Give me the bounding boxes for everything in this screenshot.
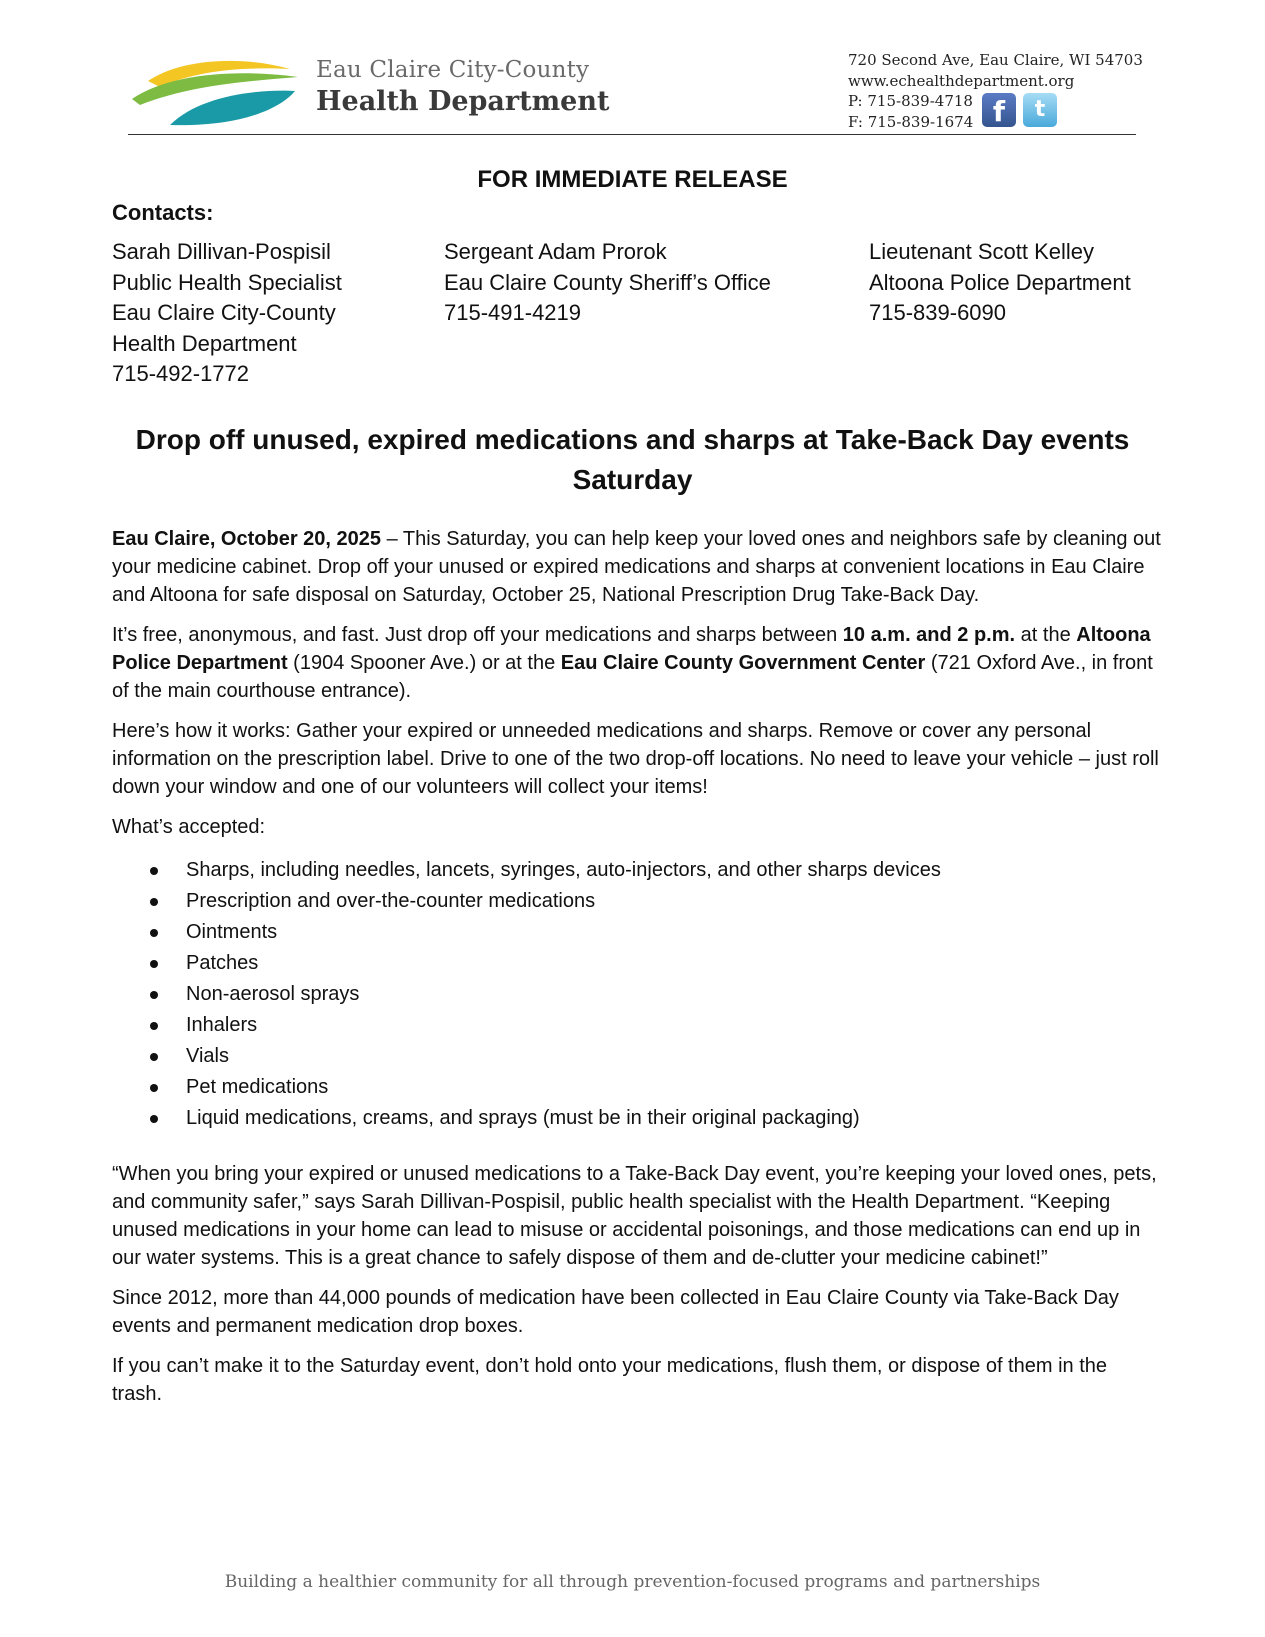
article-body (112, 525, 1162, 1420)
contact-line: Eau Claire County Sheriff’s Office (444, 269, 771, 295)
contact-line: Altoona Police Department (869, 269, 1131, 295)
org-name-line2: Health Department (316, 86, 610, 117)
release-label: FOR IMMEDIATE RELEASE (477, 166, 788, 193)
list-item: Inhalers (186, 1010, 1162, 1041)
contact-line: Eau Claire City-County (112, 300, 336, 325)
twitter-icon[interactable]: t (1023, 93, 1057, 127)
org-name-line1: Eau Claire City-County (316, 57, 590, 83)
paragraph-intro: Eau Claire, October 20, 2025 – This Saturday, you can help keep your loved ones and neighbors safe by cleaning out your medicine cabinet. Drop off your unused or expired medications and sharps at convenient locations in Eau Claire and Altoona for safe disposal on Saturday, October 25, National Prescription Drug Take-Back Day. (112, 528, 1161, 606)
street-address: 720 Second Ave, Eau Claire, WI 54703 (848, 51, 1143, 69)
accepted-items-list (112, 855, 1162, 1134)
fax-number: F: 715-839-1674 (848, 112, 974, 131)
list-item: Pet medications (186, 1072, 1162, 1103)
list-item: Ointments (186, 917, 1162, 948)
contact-line: Health Department (112, 330, 297, 356)
contact-line: Public Health Specialist (112, 269, 342, 295)
paragraph-statistics: Since 2012, more than 44,000 pounds of medication have been collected in Eau Claire County via Take-Back Day events and permanent medication drop boxes. (112, 1287, 1119, 1337)
paragraph-details: It’s free, anonymous, and fast. Just drop off your medications and sharps between 10 a.m. and 2 p.m. at the Altoona Police Department (1904 Spooner Ave.) or at the Eau Claire County Government Center (721 Oxford Ave., in front of the main courthouse entrance). (112, 624, 1153, 702)
list-item: Prescription and over-the-counter medications (186, 886, 1162, 917)
contact-column-2 (444, 237, 771, 329)
dateline: Eau Claire, October 20, 2025 (112, 528, 382, 550)
facebook-icon[interactable]: f (982, 93, 1016, 127)
paragraph-how-it-works: Here’s how it works: Gather your expired or unneeded medications and sharps. Remove or cover any personal information on the prescription label. Drive to one of the two drop-off locations. No need to leave your vehicle – just roll down your window and one of our volunteers will collect your items! (112, 720, 1159, 798)
contact-line: 715-492-1772 (112, 361, 250, 386)
header-divider (128, 134, 1136, 135)
paragraph-quote: “When you bring your expired or unused medications to a Take-Back Day event, you’re keeping your loved ones, pets, and community safer,” says Sarah Dillivan-Pospisil, public health specialist with the Health Department. “Keeping unused medications in your home can lead to misuse or accidental poisonings, and those medications can end up in our water systems. This is a great chance to safely dispose of them and de-clutter your medicine cabinet!” (112, 1163, 1157, 1269)
phone-number: P: 715-839-4718 (848, 92, 973, 110)
list-item: Vials (186, 1041, 1162, 1072)
list-item: Patches (186, 948, 1162, 979)
contact-column-3 (869, 237, 1131, 329)
accepted-heading: What’s accepted: (112, 816, 266, 838)
footer-tagline: Building a healthier community for all through prevention-focused programs and partnerships (224, 1572, 1041, 1592)
location-altoona: Altoona Police Department (112, 624, 1151, 674)
headline: Drop off unused, expired medications and sharps at Take-Back Day events Saturday (135, 424, 1130, 495)
list-item: Non-aerosol sprays (186, 979, 1162, 1010)
logo-teal-wave (170, 91, 295, 126)
contact-column-1 (112, 237, 342, 390)
contact-line: 715-491-4219 (444, 300, 582, 325)
paragraph-closing: If you can’t make it to the Saturday event, don’t hold onto your medications, flush them, or dispose of them in the trash. (112, 1355, 1107, 1405)
event-time: 10 a.m. and 2 p.m. (842, 624, 1016, 646)
health-department-logo (130, 55, 300, 135)
contact-line: 715-839-6090 (869, 300, 1007, 325)
list-item: Sharps, including needles, lancets, syringes, auto-injectors, and other sharps devices (186, 855, 1162, 886)
website-link[interactable]: www.echealthdepartment.org (848, 71, 1075, 90)
contacts-heading: Contacts: (112, 200, 214, 225)
list-item: Liquid medications, creams, and sprays (must be in their original packaging) (186, 1103, 1162, 1134)
contact-line: Sarah Dillivan-Pospisil (112, 239, 331, 264)
contact-line: Lieutenant Scott Kelley (869, 239, 1095, 264)
contact-line: Sergeant Adam Prorok (444, 239, 667, 264)
location-government-center: Eau Claire County Government Center (560, 652, 926, 674)
